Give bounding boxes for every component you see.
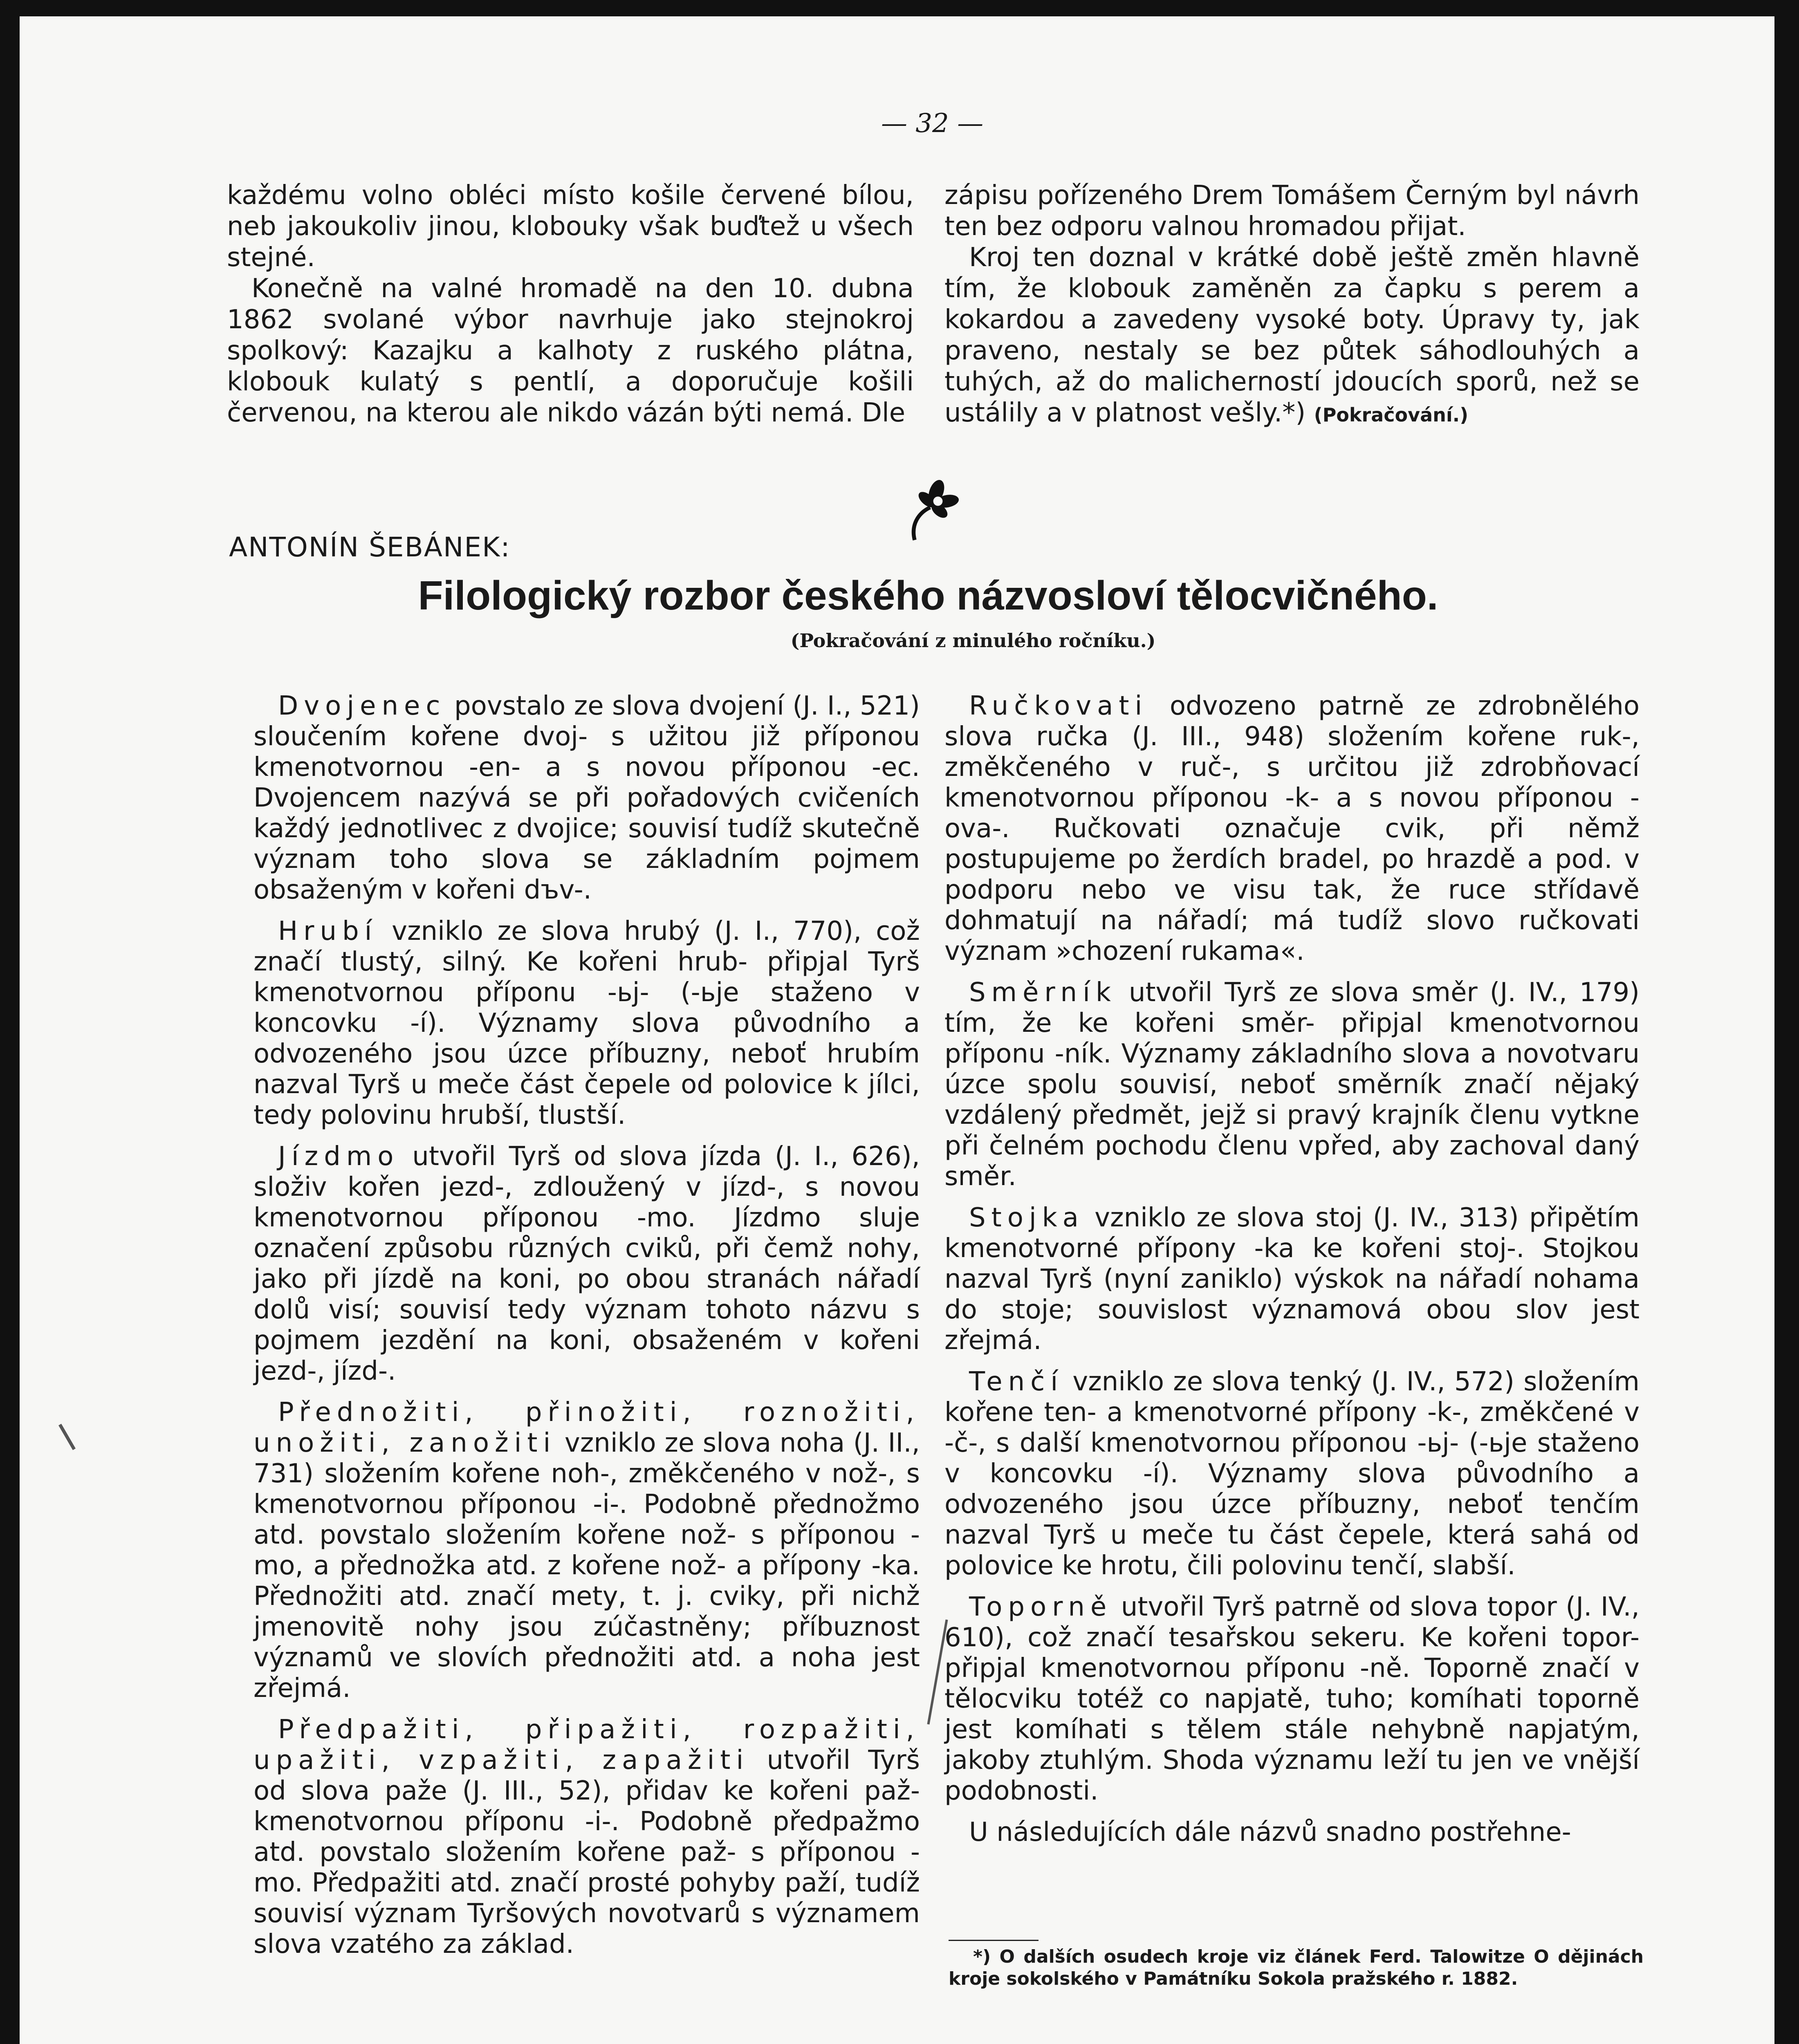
- top-right-column: [944, 180, 1640, 430]
- footnote-rule: [949, 1940, 1039, 1941]
- entry-text: vzniklo ze slova stoj (J. IV., 313) připětím kmenotvorné přípony -ka ke kořeni stoj-. Stojkou nazval Tyrš (nyní zaniklo) výskok na nářadí nohama do stoje; souvislost významová obou slov jest zřejmá.: [944, 1203, 1640, 1356]
- entry-text: vzniklo ze slova tenký (J. IV., 572) složením kořene ten- a kmenotvorné přípony -k-, změkčené v -č-, s další kmenotvornou příponou -ьj- (-ьje staženo v koncovku -í). Významy slova původního a odvozeného jsou úzce příbuzny, neboť tenčím nazval Tyrš u meče tu část čepele, která sahá od polovice ke hrotu, čili polovinu tenčí, slabší.: [944, 1367, 1640, 1581]
- entry-paragraph: [944, 1817, 1640, 1848]
- entry-paragraph: [253, 916, 920, 1131]
- entry-term: Jízdmo: [278, 1141, 399, 1172]
- body-left-column: [253, 691, 920, 1970]
- entry-text: vzniklo ze slova noha (J. II., 731) složením kořene noh-, změkčeného v nož-, s kmenotvornou příponou -i-. Podobně přednožmo atd. povstalo složením kořene nož- s příponou -mo, a přednožka atd. z kořene nož- a přípony -ka. Přednožiti atd. značí mety, t. j. cviky, při nichž jmenovitě nohy jsou zúčastněny; příbuznost významů ve slovích přednožiti atd. a noha jest zřejmá.: [253, 1428, 920, 1703]
- entry-term: Hrubí: [278, 916, 378, 946]
- entry-text: utvořil Tyrš od slova paže (J. III., 52), přidav ke kořeni paž- kmenotvornou příponu -i-. Podobně předpažmo atd. povstalo složením kořene paž- s příponou -mo. Předpažiti atd. značí prosté pohyby paží, tudíž souvisí význam Tyršových novotvarů s významem slova vzatého za základ.: [253, 1745, 920, 1959]
- top-right-paragraph-2: [944, 242, 1640, 430]
- entry-text: utvořil Tyrš patrně od slova topor (J. IV., 610), což značí tesařskou sekeru. Ke kořeni topor- připjal kmenotvornou příponu -ně. Toporně značí v tělocviku totéž co napjatě, tuho; komíhati toporně jest komíhati s tělem stále nehybně napjatým, jakoby ztuhlým. Shoda významu leží tu jen ve vnější podobnosti.: [944, 1592, 1640, 1806]
- top-left-paragraph-1: každému volno obléci místo košile červené bílou, neb jakoukoliv jinou, klobouky však buďtež u všech stejné.: [227, 180, 914, 273]
- entry-term: Přednožiti, přinožiti, roznožiti, unožiti, zanožiti: [253, 1397, 920, 1458]
- article-author: ANTONÍN ŠEBÁNEK:: [229, 531, 511, 563]
- entry-paragraph: [944, 691, 1640, 967]
- entry-term: Toporně: [969, 1592, 1113, 1622]
- entry-paragraph: [944, 1203, 1640, 1356]
- scan-border-left: [0, 0, 20, 2044]
- footnote: *) O dalších osudech kroje viz článek Ferd. Talowitze O dějinách kroje sokolského v Památníku Sokola pražského r. 1882.: [949, 1946, 1644, 1989]
- top-right-paragraph-2-text: Kroj ten doznal v krátké době ještě změn hlavně tím, že klobouk zaměněn za čapku s perem a kokardou a zavedeny vysoké boty. Úpravy ty, jak praveno, nestaly se bez půtek sáhodlouhých a tuhých, až do malicherností jdoucích sporů, než se ustálily a v platnost vešly.*): [944, 242, 1640, 428]
- article-subtitle: (Pokračování z minulého ročníku.): [790, 630, 1156, 652]
- top-left-column: [227, 180, 914, 428]
- body-right-column: [944, 691, 1640, 1858]
- entry-term: Ručkovati: [969, 691, 1148, 721]
- entry-term: Stojka: [969, 1203, 1084, 1233]
- entry-term: Předpažiti, připažiti, rozpažiti, upažiti, vzpažiti, zapažiti: [253, 1715, 920, 1775]
- page-number: — 32 —: [881, 108, 984, 139]
- entry-paragraph: [944, 1367, 1640, 1581]
- entry-paragraph: [253, 1397, 920, 1704]
- entry-text: odvozeno patrně ze zdrobnělého slova ručka (J. III., 948) složením kořene ruk-, změkčeného v ruč-, s určitou již zdrobňovací kmenotvornou příponou -k- a s novou příponou -ova-. Ručkovati označuje cvik, při němž postupujeme po žerdích bradel, po hrazdě a pod. v podporu nebo ve visu tak, že ruce střídavě dohmatují na nářadí; má tudíž slovo ručkovati význam »chození rukama«.: [944, 691, 1640, 966]
- entry-paragraph: [944, 1592, 1640, 1806]
- entry-text: utvořil Tyrš od slova jízda (J. I., 626), složiv kořen jezd-, zdloužený v jízd-, s novou kmenotvornou příponou -mo. Jízdmo sluje označení způsobu různých cviků, při čemž nohy, jako při jízdě na koni, po obou stranách nářadí dolů visí; souvisí tedy význam tohoto názvu s pojmem jezdění na koni, obsaženém v kořeni jezd-, jízd-.: [253, 1141, 920, 1386]
- top-left-paragraph-2: Konečně na valné hromadě na den 10. dubna 1862 svolané výbor navrhuje jako stejnokroj spolkový: Kazajku a kalhoty z ruského plátna, klobouk kulatý s pentlí, a doporučuje košili červenou, na kterou ale nikdo vázán býti nemá. Dle: [227, 273, 914, 428]
- article-title: Filologický rozbor českého názvosloví tělocvičného.: [418, 573, 1438, 619]
- entry-term: Směrník: [969, 977, 1117, 1008]
- continued-note: (Pokračování.): [1314, 404, 1469, 426]
- top-right-paragraph-1: zápisu pořízeného Drem Tomášem Černým byl návrh ten bez odporu valnou hromadou přijat.: [944, 180, 1640, 242]
- entry-term: Dvojenec: [278, 691, 446, 721]
- entry-text: vzniklo ze slova hrubý (J. I., 770), což značí tlustý, silný. Ke kořeni hrub- připjal Tyrš kmenotvornou příponu -ьj- (-ьje staženo v koncovku -í). Významy slova původního a odvozeného jsou úzce příbuzny, neboť hrubím nazval Tyrš u meče část čepele od polovice k jílci, tedy polovinu hrubší, tlustší.: [253, 916, 920, 1130]
- entry-text: utvořil Tyrš ze slova směr (J. IV., 179) tím, že ke kořeni směr- připjal kmenotvornou příponu -ník. Významy základního slova a novotvaru úzce spolu souvisí, neboť směrník značí nějaký vzdálený předmět, jejž si pravý krajník členu vytkne při čelném pochodu členu vpřed, aby zachoval daný směr.: [944, 977, 1640, 1192]
- flower-ornament-icon: [891, 470, 969, 548]
- entry-paragraph: [253, 1141, 920, 1387]
- entry-term: Tenčí: [969, 1367, 1064, 1397]
- entry-paragraph: [253, 691, 920, 905]
- scan-border-top: [0, 0, 1799, 16]
- scan-mark: [58, 1424, 76, 1450]
- entry-text: povstalo ze slova dvojení (J. I., 521) sloučením kořene dvoj- s užitou již příponou kmenotvornou -en- a s novou příponou -ec. Dvojencem nazývá se při pořadových cvičeních každý jednotlivec z dvojice; souvisí tudíž skutečně význam toho slova se základním pojmem obsaženým v kořeni dъv-.: [253, 691, 920, 905]
- entry-text: U následujících dále názvů snadno postřehne-: [969, 1817, 1571, 1847]
- entry-paragraph: [944, 977, 1640, 1192]
- scan-border-right: [1774, 0, 1799, 2044]
- entry-paragraph: [253, 1715, 920, 1960]
